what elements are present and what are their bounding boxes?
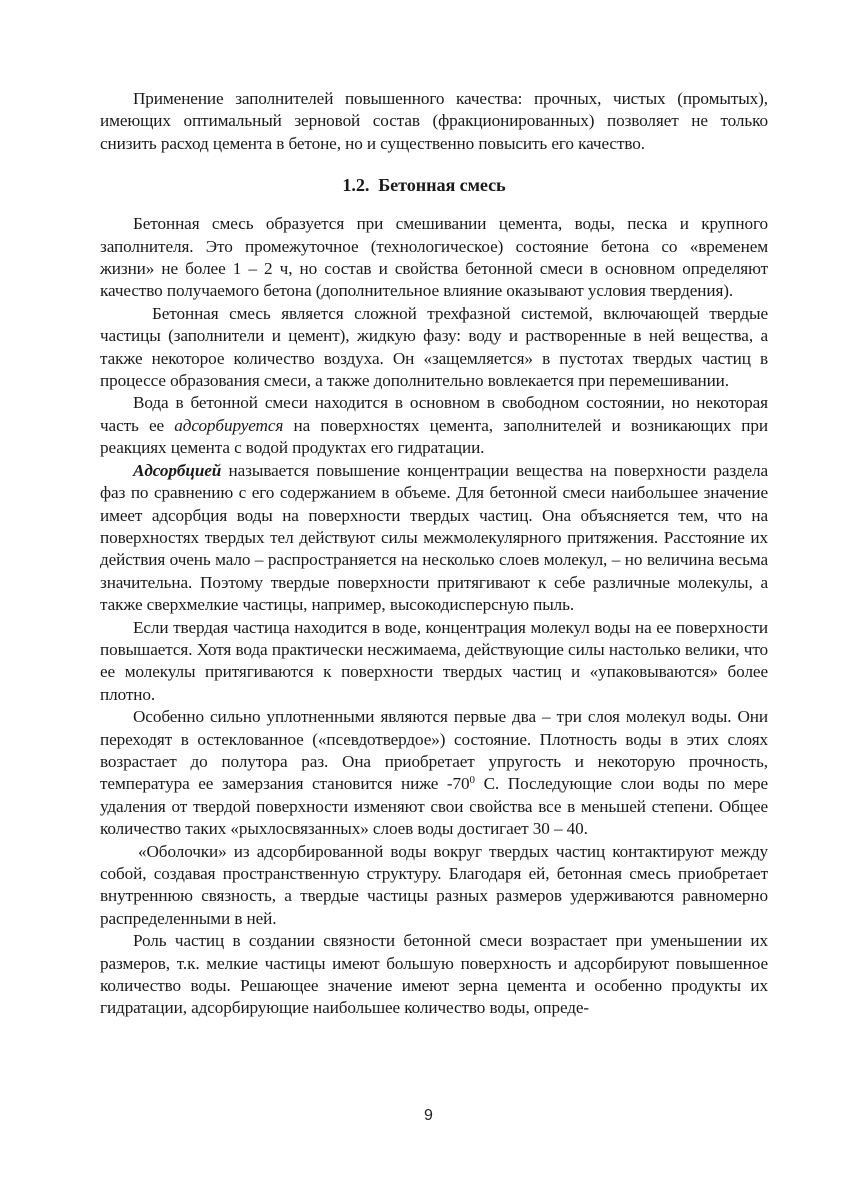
section-heading [100, 173, 768, 197]
adsorption-term: Адсорбцией [133, 460, 222, 480]
paragraph-6-end: С. Последующие слои воды по мере удаления от твердой поверхности изменяют свои свойства все в меньшей степени. Общее количество таких «рыхлосвязанных» слоев воды достигает 30 – 40. [100, 774, 768, 839]
paragraph-1: Бетонная смесь образуется при смешивании цемента, воды, песка и крупного заполнителя. Это промежуточное (технологическое) состояние бетона со «временем жизни» не более 1 – 2 ч, но состав и свойства бетонной смеси в основном определяют качество получаемого бетона (дополнительное влияние оказывают условия твердения). [100, 214, 768, 301]
paragraph-6-start: Особенно сильно уплотненными являются первые два – три слоя молекул воды. Они переходят в остеклованное («псевдотвердое») состояние. Плотность воды в этих слоях возрастает до полутора раз. Она приобретает упругость и некоторую прочность, температура ее замерзания становится ниже -70 [100, 707, 768, 794]
paragraph-intro: Применение заполнителей повышенного качества: прочных, чистых (промытых), имеющих оптимальный зерновой состав (фракционированных) позволяет не только снизить расход цемента в бетоне, но и существенно повысить его качество. [100, 89, 768, 153]
paragraph-7: «Оболочки» из адсорбированной воды вокруг твердых частиц контактируют между собой, создавая пространственную структуру. Благодаря ей, бетонная смесь приобретает внутреннюю связность, а твердые частицы разных размеров удерживаются равномерно распределенными в ней. [100, 841, 768, 928]
degree-superscript: 0 [469, 774, 475, 787]
adsorbiruetsya-italic: адсорбируется [174, 415, 284, 435]
paragraph-5: Если твердая частица находится в воде, концентрация молекул воды на ее поверхности повышается. Хотя вода практически несжимаема, действующие силы настолько велики, что ее молекулы притягиваются к поверхности твердых частиц и «упаковываются» более плотно. [100, 617, 768, 704]
paragraph-8: Роль частиц в создании связности бетонной смеси возрастает при уменьшении их размеров, т.к. мелкие частицы имеют большую поверхность и адсорбируют повышенное количество воды. Решающее значение имеют зерна цемента и особенно продукты их гидратации, адсорбирующие наибольшее количество воды, опреде- [100, 931, 768, 1018]
paragraph-2: Бетонная смесь является сложной трехфазной системой, включающей твердые частицы (заполнители и цемент), жидкую фазу: воду и растворенные в ней вещества, а также некоторое количество воздуха. Он «защемляется» в пустотах твердых частиц в процессе образования смеси, а также дополнительно вовлекается при перемешивании. [100, 303, 768, 391]
section-number: 1.2. [342, 175, 370, 196]
paragraph-4 [100, 460, 768, 617]
paragraph-3 [100, 392, 768, 459]
page-number: 9 [424, 1107, 433, 1124]
page-body [100, 88, 768, 1020]
paragraph-3-end: на поверхностях цемента, заполнителей и возникающих при реакциях цемента с водой продуктах его гидратации. [100, 415, 769, 458]
paragraph-6 [100, 706, 768, 840]
paragraph-4-text: называется повышение концентрации вещества на поверхности раздела фаз по сравнению с его содержанием в объеме. Для бетонной смеси наибольшее значение имеет адсорбция воды на поверхности твердых частиц. Она объясняется тем, что на поверхностях твердых тел действуют силы межмолекулярного притяжения. Расстояние их действия очень мало – распространяется на несколько слоев молекул, – но величина весьма значительна. Поэтому твердые поверхности притягивают к себе различные молекулы, а также сверхмелкие частицы, например, высокодисперсную пыль. [100, 460, 768, 615]
section-title: Бетонная смесь [378, 175, 506, 196]
paragraph-3-start: Вода в бетонной смеси находится в основном в свободном состоянии, но некоторая часть ее [100, 393, 768, 435]
